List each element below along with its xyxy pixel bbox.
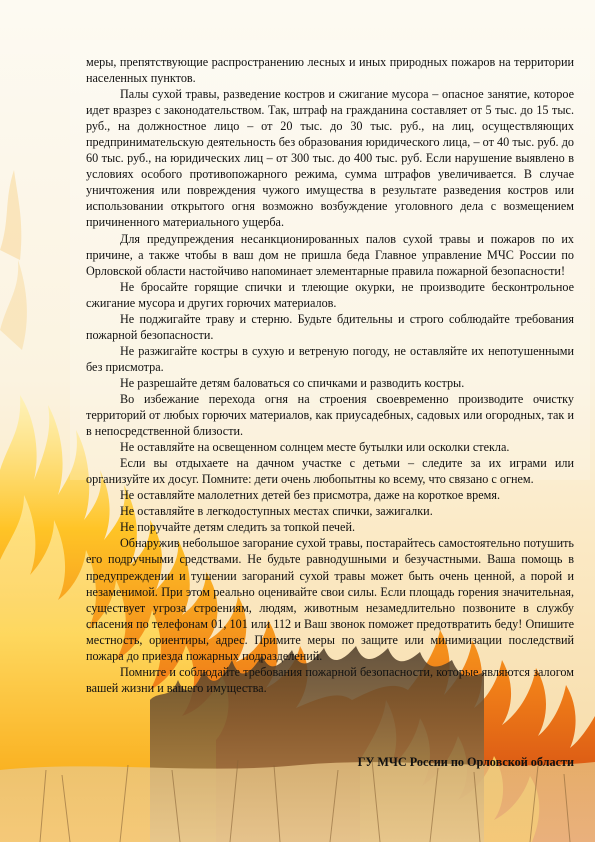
rule-hide-lighters: Не оставляйте в легкодоступных местах спички, зажигалки. bbox=[120, 504, 433, 519]
rule-clear-territory: Во избежание перехода огня на строения своевременно производите очистку территорий от любых горючих материалов, как приусадебных, садовых или огородных, так и в непосредственной близости. bbox=[86, 391, 574, 439]
article-body bbox=[86, 54, 574, 696]
signature: ГУ МЧС России по Орловской области bbox=[357, 755, 574, 769]
rule-stove: Не поручайте детям следить за топкой печей. bbox=[120, 520, 356, 535]
rule-watch-children: Если вы отдыхаете на дачном участке с детьми – следите за их играми или организуйте их досуг. Помните: дети очень любопытны ко всему, что связано с огнем. bbox=[86, 456, 574, 487]
rule-no-matches: Не бросайте горящие спички и тлеющие окурки, не производите бесконтрольное сжигание мусора и других горючих материалов. bbox=[86, 279, 574, 310]
paragraph-mchs-reminder: Для предупреждения несанкционированных палов сухой травы и пожаров по их причине, а также чтобы в ваш дом не пришла беда Главное управление МЧС России по Орловской области настойчиво напоминает элементарные правила пожарной безопасности! bbox=[86, 231, 574, 278]
rule-children-matches: Не разрешайте детям баловаться со спичками и разводить костры. bbox=[120, 375, 465, 390]
rule-glass-in-sun: Не оставляйте на освещенном солнцем месте бутылки или осколки стекла. bbox=[120, 440, 510, 455]
paragraph-intro-continuation: меры, препятствующие распространению лесных и иных природных пожаров на территории населенных пунктов. bbox=[86, 55, 574, 86]
rule-children-supervision: Не оставляйте малолетних детей без присмотра, даже на короткое время. bbox=[120, 488, 501, 503]
rule-no-grass-burning: Не поджигайте траву и стерню. Будьте бдительны и строго соблюдайте требования пожарной безопасности. bbox=[86, 311, 574, 342]
rule-no-campfires: Не разжигайте костры в сухую и ветреную погоду, не оставляйте их непотушенными без присмотра. bbox=[86, 343, 574, 374]
paragraph-what-to-do: Обнаружив небольшое загорание сухой травы, постарайтесь самостоятельно потушить его подручными средствами. Не будьте равнодушными и безучастными. Ваша помощь в предупреждении и тушении загораний сухой травы может быть очень ценной, а порой и незаменимой. При этом реально оценивайте свои силы. Если площадь горения значительная, существует угроза строениям, людям, животным незамедлительно позвоните в службу спасения по телефонам 01, 101 или 112 и Ваш звонок поможет предотвратить беду! Опишите местность, ориентиры, адрес. Примите меры по защите или минимизации последствий пожара до приезда пожарных подразделений. bbox=[86, 536, 574, 663]
paragraph-closing: Помните и соблюдайте требования пожарной безопасности, которые являются залогом вашей жизни и вашего имущества. bbox=[86, 664, 574, 695]
paragraph-fines: Палы сухой травы, разведение костров и сжигание мусора – опасное занятие, которое идет вразрез с законодательством. Так, штраф на гражданина составляет от 5 тыс. до 15 тыс. руб., на должностное лицо – от 20 тыс. до 30 тыс. руб., на лиц, осуществляющих предпринимательскую деятельность без образования юридического лица, – от 40 тыс. руб. до 60 тыс. руб., на юридических лиц – от 300 тыс. до 400 тыс. руб. Если нарушение выявлено в условиях особого противопожарного режима, сумма штрафов увеличивается. В случае уничтожения или повреждения чужого имущества в результате разведения костров или использовании открытого огня возможно возбуждение уголовного дела с возмещением причиненного материального ущерба. bbox=[86, 87, 574, 230]
